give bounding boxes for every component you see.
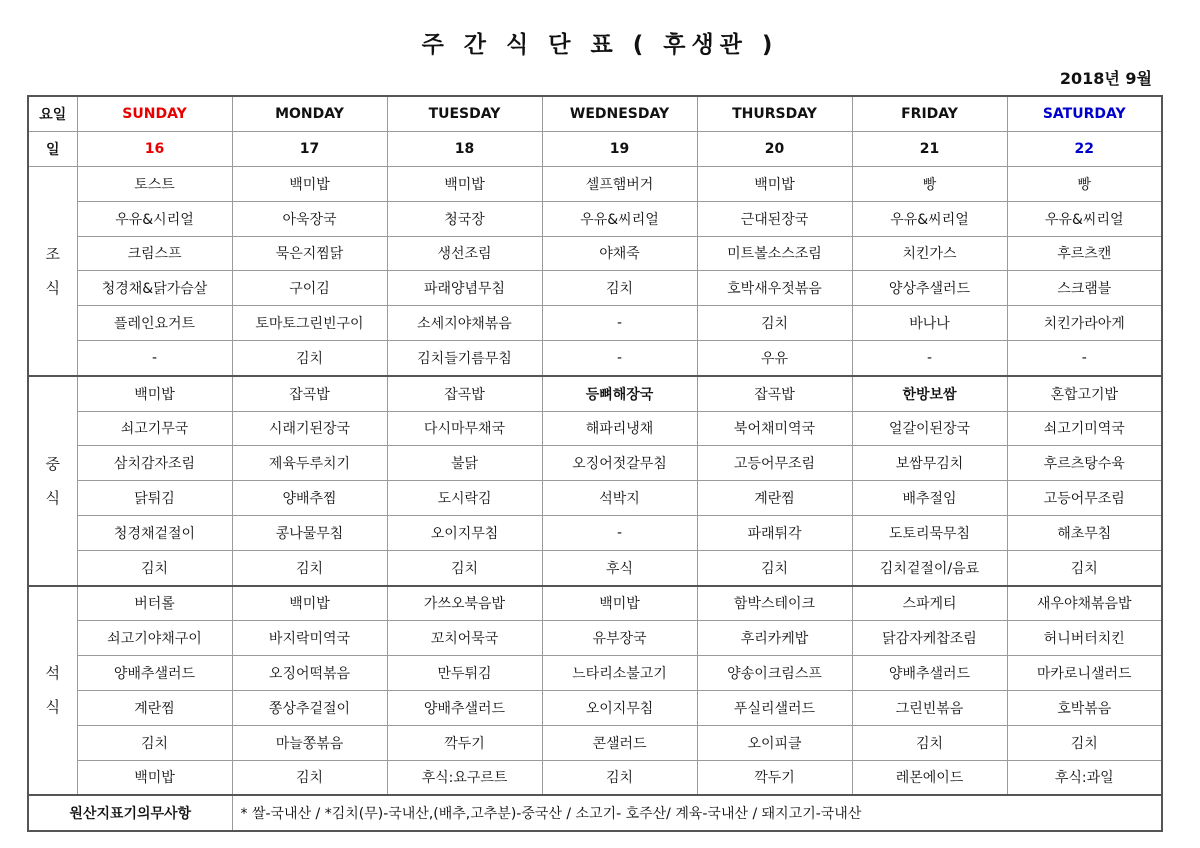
menu-cell: 양송이크림스프 [697,656,852,691]
menu-cell: 허니버터치킨 [1007,621,1162,656]
day-thursday: THURSDAY [697,96,852,132]
menu-cell: 야채죽 [542,236,697,271]
menu-cell: 깍두기 [697,760,852,795]
menu-cell: - [542,515,697,550]
menu-cell: - [1007,340,1162,375]
menu-cell: 백미밥 [542,586,697,621]
menu-cell: 푸실리샐러드 [697,690,852,725]
menu-cell: 후식:과일 [1007,760,1162,795]
menu-cell: 마카로니샐러드 [1007,656,1162,691]
menu-cell: 김치 [232,550,387,585]
dinner-row [28,690,1162,725]
menu-cell: 그린빈볶음 [852,690,1007,725]
day-tuesday: TUESDAY [387,96,542,132]
menu-cell: - [542,306,697,341]
menu-cell: 김치 [77,550,232,585]
menu-cell: - [542,340,697,375]
day-label: 요일 [28,96,77,132]
menu-cell: 백미밥 [77,376,232,411]
lunch-label-top: 중 [45,454,60,473]
menu-cell: 구이김 [232,271,387,306]
menu-cell: 양배추샐러드 [852,656,1007,691]
menu-cell: 시래기된장국 [232,411,387,446]
lunch-label [28,376,77,586]
menu-cell: 쫑상추겉절이 [232,690,387,725]
menu-cell: - [852,340,1007,375]
menu-cell: 잡곡밥 [387,376,542,411]
menu-cell: 오이지무침 [387,515,542,550]
weekly-menu-table [27,95,1163,832]
menu-cell: 등뼈해장국 [542,376,697,411]
menu-cell: 유부장국 [542,621,697,656]
menu-cell: 크림스프 [77,236,232,271]
menu-cell: 도시락김 [387,481,542,516]
menu-cell: 레몬에이드 [852,760,1007,795]
menu-cell: 빵 [852,167,1007,202]
menu-cell: 생선조림 [387,236,542,271]
menu-cell: 김치 [852,725,1007,760]
menu-cell: 호박볶음 [1007,690,1162,725]
date-tuesday: 18 [387,132,542,167]
menu-cell: 얼갈이된장국 [852,411,1007,446]
menu-cell: 느타리소불고기 [542,656,697,691]
menu-cell: 잡곡밥 [697,376,852,411]
menu-cell: 청국장 [387,201,542,236]
dinner-row [28,725,1162,760]
menu-cell: 파래튀각 [697,515,852,550]
menu-cell: 김치 [77,725,232,760]
menu-cell: 김치겉절이/음료 [852,550,1007,585]
menu-cell: 석박지 [542,481,697,516]
menu-cell: 근대된장국 [697,201,852,236]
menu-cell: 백미밥 [697,167,852,202]
menu-cell: 우유&씨리얼 [852,201,1007,236]
menu-cell: 김치 [1007,550,1162,585]
breakfast-row [28,167,1162,202]
menu-cell: 깍두기 [387,725,542,760]
menu-cell: 오이피클 [697,725,852,760]
menu-cell: 쇠고기야채구이 [77,621,232,656]
menu-cell: 오징어떡볶음 [232,656,387,691]
menu-cell: 가쓰오북음밥 [387,586,542,621]
notice-label: 원산지표기의무사항 [28,795,232,831]
menu-cell: 백미밥 [232,586,387,621]
lunch-row [28,446,1162,481]
menu-cell: 콘샐러드 [542,725,697,760]
menu-cell: 후르츠캔 [1007,236,1162,271]
breakfast-row [28,306,1162,341]
menu-cell: 백미밥 [232,167,387,202]
date-thursday: 20 [697,132,852,167]
menu-cell: 해파리냉채 [542,411,697,446]
date-monday: 17 [232,132,387,167]
menu-cell: 미트볼소스조림 [697,236,852,271]
dinner-label-bottom: 식 [45,698,60,717]
menu-cell: - [77,340,232,375]
day-friday: FRIDAY [852,96,1007,132]
menu-cell: 김치 [542,271,697,306]
dinner-label [28,586,77,796]
dinner-row [28,656,1162,691]
date-friday: 21 [852,132,1007,167]
menu-cell: 백미밥 [77,760,232,795]
menu-cell: 오징어젓갈무침 [542,446,697,481]
dinner-label-top: 석 [45,664,60,683]
lunch-row [28,411,1162,446]
breakfast-label [28,167,77,376]
date-sunday: 16 [77,132,232,167]
date-label: 일 [28,132,77,167]
menu-cell: 파래양념무침 [387,271,542,306]
menu-cell: 배추절임 [852,481,1007,516]
page-title: 주 간 식 단 표 ( 후생관 ) [421,32,779,58]
menu-cell: 새우야채볶음밥 [1007,586,1162,621]
breakfast-row [28,340,1162,375]
menu-cell: 백미밥 [387,167,542,202]
menu-cell: 김치들기름무침 [387,340,542,375]
lunch-row [28,550,1162,585]
menu-cell: 불닭 [387,446,542,481]
menu-cell: 소세지야채볶음 [387,306,542,341]
menu-cell: 한방보쌈 [852,376,1007,411]
menu-cell: 도토리묵무침 [852,515,1007,550]
lunch-row [28,376,1162,411]
menu-cell: 버터롤 [77,586,232,621]
menu-cell: 제육두루치기 [232,446,387,481]
menu-cell: 계란찜 [77,690,232,725]
menu-cell: 고등어무조림 [697,446,852,481]
menu-cell: 우유&씨리얼 [1007,201,1162,236]
menu-cell: 김치 [542,760,697,795]
notice-row [28,795,1162,831]
menu-cell: 호박새우젓볶음 [697,271,852,306]
menu-cell: 후리카케밥 [697,621,852,656]
breakfast-row [28,271,1162,306]
menu-cell: 함박스테이크 [697,586,852,621]
menu-cell: 바지락미역국 [232,621,387,656]
menu-cell: 마늘쫑볶음 [232,725,387,760]
breakfast-row [28,236,1162,271]
menu-cell: 후식:요구르트 [387,760,542,795]
menu-cell: 닭감자케찹조림 [852,621,1007,656]
menu-cell: 양배추샐러드 [387,690,542,725]
day-saturday: SATURDAY [1007,96,1162,132]
menu-cell: 김치 [232,340,387,375]
menu-cell: 콩나물무침 [232,515,387,550]
date-header-row [28,132,1162,167]
menu-cell: 김치 [387,550,542,585]
menu-cell: 삼치감자조림 [77,446,232,481]
dinner-row [28,586,1162,621]
menu-cell: 스크램블 [1007,271,1162,306]
menu-cell: 후르츠탕수육 [1007,446,1162,481]
menu-cell: 북어채미역국 [697,411,852,446]
menu-cell: 보쌈무김치 [852,446,1007,481]
date-saturday: 22 [1007,132,1162,167]
menu-cell: 우유&시리얼 [77,201,232,236]
menu-cell: 청경채&닭가슴살 [77,271,232,306]
dinner-row [28,760,1162,795]
menu-cell: 김치 [232,760,387,795]
menu-cell: 고등어무조림 [1007,481,1162,516]
menu-cell: 해초무침 [1007,515,1162,550]
menu-cell: 셀프햄버거 [542,167,697,202]
menu-cell: 우유 [697,340,852,375]
notice-text: * 쌀-국내산 / *김치(무)-국내산,(배추,고추분)-중국산 / 소고기- 호주산/ 계육-국내산 / 돼지고기-국내산 [232,795,1162,831]
menu-cell: 묵은지찜닭 [232,236,387,271]
menu-cell: 빵 [1007,167,1162,202]
menu-cell: 아욱장국 [232,201,387,236]
menu-cell: 스파게티 [852,586,1007,621]
menu-cell: 잡곡밥 [232,376,387,411]
menu-cell: 만두튀김 [387,656,542,691]
day-header-row [28,96,1162,132]
menu-cell: 치킨가라아게 [1007,306,1162,341]
menu-cell: 양배추샐러드 [77,656,232,691]
menu-cell: 플레인요거트 [77,306,232,341]
lunch-label-bottom: 식 [45,488,60,507]
period-label: 2018년 9월 [1059,69,1152,88]
day-wednesday: WEDNESDAY [542,96,697,132]
breakfast-label-bottom: 식 [45,278,60,297]
menu-cell: 양상추샐러드 [852,271,1007,306]
menu-cell: 다시마무채국 [387,411,542,446]
menu-cell: 청경채겉절이 [77,515,232,550]
menu-cell: 쇠고기무국 [77,411,232,446]
day-monday: MONDAY [232,96,387,132]
menu-cell: 닭튀김 [77,481,232,516]
menu-cell: 김치 [697,550,852,585]
lunch-row [28,515,1162,550]
breakfast-label-top: 조 [45,244,60,263]
menu-cell: 계란찜 [697,481,852,516]
menu-cell: 쇠고기미역국 [1007,411,1162,446]
menu-cell: 양배추찜 [232,481,387,516]
dinner-row [28,621,1162,656]
menu-cell: 김치 [1007,725,1162,760]
lunch-row [28,481,1162,516]
menu-cell: 오이지무침 [542,690,697,725]
menu-cell: 바나나 [852,306,1007,341]
menu-cell: 혼합고기밥 [1007,376,1162,411]
menu-cell: 후식 [542,550,697,585]
menu-cell: 김치 [697,306,852,341]
breakfast-row [28,201,1162,236]
menu-cell: 우유&씨리얼 [542,201,697,236]
menu-cell: 치킨가스 [852,236,1007,271]
day-sunday: SUNDAY [77,96,232,132]
menu-cell: 토스트 [77,167,232,202]
date-wednesday: 19 [542,132,697,167]
menu-cell: 꼬치어묵국 [387,621,542,656]
menu-cell: 토마토그린빈구이 [232,306,387,341]
